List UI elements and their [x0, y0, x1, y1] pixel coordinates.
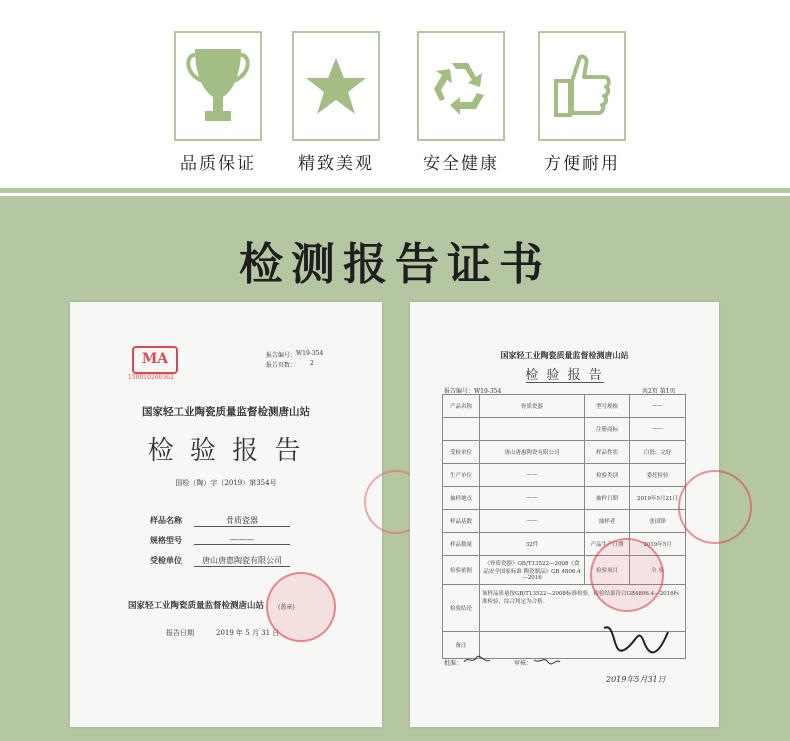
table-cell: ——	[480, 464, 585, 487]
field-label: 规格型号	[150, 535, 182, 545]
table-row	[443, 418, 686, 441]
table-cell: 2019年5月	[630, 533, 686, 556]
table-row	[443, 441, 686, 464]
table-cell: 2019年5月21日	[630, 487, 686, 510]
star-icon	[304, 54, 368, 118]
table-row	[443, 487, 686, 510]
table-cell: 张国锋	[630, 510, 686, 533]
edge-seal	[678, 470, 752, 544]
ma-logo: MA	[132, 346, 178, 374]
field-label: 受检单位	[150, 555, 182, 565]
table-cell: 检验项目	[585, 556, 630, 585]
feature-label: 安全健康	[423, 154, 499, 174]
table-cell	[443, 418, 480, 441]
report-no: W19-354	[296, 350, 324, 357]
report-date: 2019 年 5 月 31 日	[216, 629, 280, 637]
signature-1	[462, 654, 492, 666]
table-row	[443, 510, 686, 533]
certificate-cover	[70, 302, 382, 727]
bottom-org: 国家轻工业陶瓷质量监督检测唐山站	[128, 601, 265, 611]
field-value: 唐山唐惠陶瓷有限公司	[194, 555, 290, 567]
table-cell	[480, 418, 585, 441]
report-title: 检 验 报 告	[525, 368, 604, 383]
pages: 2	[310, 360, 314, 367]
table-cell: 产品名称	[443, 395, 480, 418]
org-name: 国家轻工业陶瓷质量监督检测唐山站	[500, 350, 629, 360]
feature-safety	[415, 31, 507, 174]
features-banner	[0, 0, 790, 188]
table-cell: 抽样者	[585, 510, 630, 533]
signature-2	[532, 654, 562, 666]
table-cell: 骨质瓷器	[480, 395, 585, 418]
table-cell: ——	[480, 487, 585, 510]
table-cell: 样品基数	[443, 510, 480, 533]
feature-box	[538, 31, 626, 141]
feature-label: 精致美观	[298, 154, 374, 174]
field-label: 样品名称	[150, 515, 182, 525]
doc-number: 国检（陶）字（2019）第354号	[175, 479, 277, 487]
table-cell: 抽样地点	[443, 487, 480, 510]
feature-box	[292, 31, 380, 141]
thumbs-up-icon	[550, 51, 614, 121]
feature-beauty	[290, 31, 382, 174]
review-label: 审核：	[514, 660, 533, 667]
approve-label: 批准：	[444, 660, 463, 667]
table-cell: 注册商标	[585, 418, 630, 441]
table-cell: 全 项	[630, 556, 686, 585]
report-title: 检 验 报 告	[147, 436, 305, 466]
certificate-inner	[410, 302, 719, 727]
table-cell: 32件	[480, 533, 585, 556]
title-underline	[526, 382, 604, 383]
table-cell: 产品生产日期	[585, 533, 630, 556]
table-cell: ——	[630, 395, 686, 418]
table-cell: 唐山唐惠陶瓷有限公司	[480, 441, 585, 464]
table-cell: 检验类别	[585, 464, 630, 487]
recycle-icon	[430, 55, 492, 117]
table-row	[443, 464, 686, 487]
handwritten-date: 2019年5月31日	[606, 675, 666, 684]
org-name: 国家轻工业陶瓷质量监督检测唐山站	[142, 406, 310, 418]
table-cell: 该样品质量按GB/T13522—2008标准检验，检验结果符合GB4806.4—2016标准检验，综合判定为合格。	[480, 585, 686, 632]
field-value: ———	[194, 535, 290, 545]
table-cell: ——	[480, 510, 585, 533]
table-cell: 白瓷、完好	[630, 441, 686, 464]
table-cell: 受检单位	[443, 441, 480, 464]
red-seal	[266, 572, 336, 642]
table-cell: 委托检验	[630, 464, 686, 487]
table-cell: 备注	[443, 632, 480, 659]
page-info: 共2页 第1页	[642, 388, 676, 395]
feature-durability	[536, 31, 628, 174]
report-no-label: 报告编号：	[266, 352, 297, 359]
divider-line	[0, 193, 790, 196]
table-cell: 《骨质瓷器》GB/T13522—2008《食品安全国家标准 陶瓷制品》GB 4806.4—2016	[480, 556, 585, 585]
feature-box	[417, 31, 505, 141]
table-cell: 检验结论	[443, 585, 480, 632]
table-cell: 抽样日期	[585, 487, 630, 510]
table-cell: 检验依据	[443, 556, 480, 585]
feature-label: 品质保证	[180, 154, 256, 174]
seal-note: (盖章)	[278, 604, 295, 611]
table-cell: 型号规格	[585, 395, 630, 418]
ma-number: 150010260362	[128, 374, 174, 381]
table-cell: 样品数量	[443, 533, 480, 556]
feature-box	[174, 31, 262, 141]
table-cell: ——	[630, 418, 686, 441]
red-seal	[590, 538, 664, 612]
feature-quality	[172, 31, 264, 174]
date-label: 报告日期	[166, 629, 194, 637]
report-no: 报告编号：W19-354	[444, 388, 502, 395]
table-row	[443, 395, 686, 418]
section-title: 检测报告证书	[239, 239, 551, 290]
signature-3	[598, 620, 672, 666]
field-value: 骨质瓷器	[194, 515, 290, 527]
pages-label: 报告页数：	[266, 362, 297, 369]
feature-label: 方便耐用	[544, 154, 620, 174]
table-cell: 生产单位	[443, 464, 480, 487]
trophy-icon	[183, 41, 253, 131]
table-cell: 样品性状	[585, 441, 630, 464]
